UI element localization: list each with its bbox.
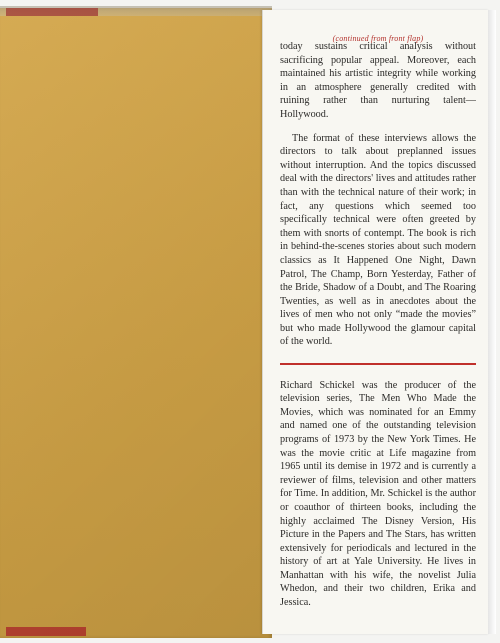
- mylar-cover-edge: [488, 10, 496, 634]
- flap-text-block: [280, 40, 476, 610]
- flap-paragraph-2: The format of these interviews allows the directors to talk about preplanned issues without interruption. And the topics discussed deal with the directors' lives and attitudes rather than with the technical nature of their work; in fact, any questions which seemed too specifically technical were often greeted by them with snorts of contempt. The book is rich in behind-the-scenes stories about such modern classics as It Happened One Night, Dawn Patrol, The Champ, Born Yesterday, Father of the Bride, Shadow of a Doubt, and The Roaring Twenties, as well as in anecdotes about the lives of men who not only “made the movies” but who made Hollywood the glamour capital of the world.: [280, 132, 476, 348]
- continued-label: (continued from front flap): [332, 34, 424, 43]
- flap-paragraph-1: today sustains critical analysis without sacrificing popular appeal. Moreover, each maintained his artistic integrity while working in an atmosphere generally credited with ruining rather than nurturing talent—Hollywood.: [280, 41, 476, 120]
- author-bio: Richard Schickel was the producer of the television series, The Men Who Made the Movies, which was nominated for an Emmy and named one of the outstanding television programs of 1973 by the New York Times. He was the movie critic at Life magazine from 1965 until its demise in 1972 and is currently a reviewer of films, television and other matters for Time. In addition, Mr. Schickel is the author or coauthor of thirteen books, including the highly acclaimed The Disney Version, His Picture in the Papers and The Stars, has written extensively for periodicals and lectured in the history of art at Yale University. He lives in Manhattan with his wife, the novelist Julia Whedon, and their two children, Erika and Jessica.: [280, 379, 476, 609]
- board-shading: [0, 8, 272, 638]
- red-divider-rule: [280, 363, 476, 365]
